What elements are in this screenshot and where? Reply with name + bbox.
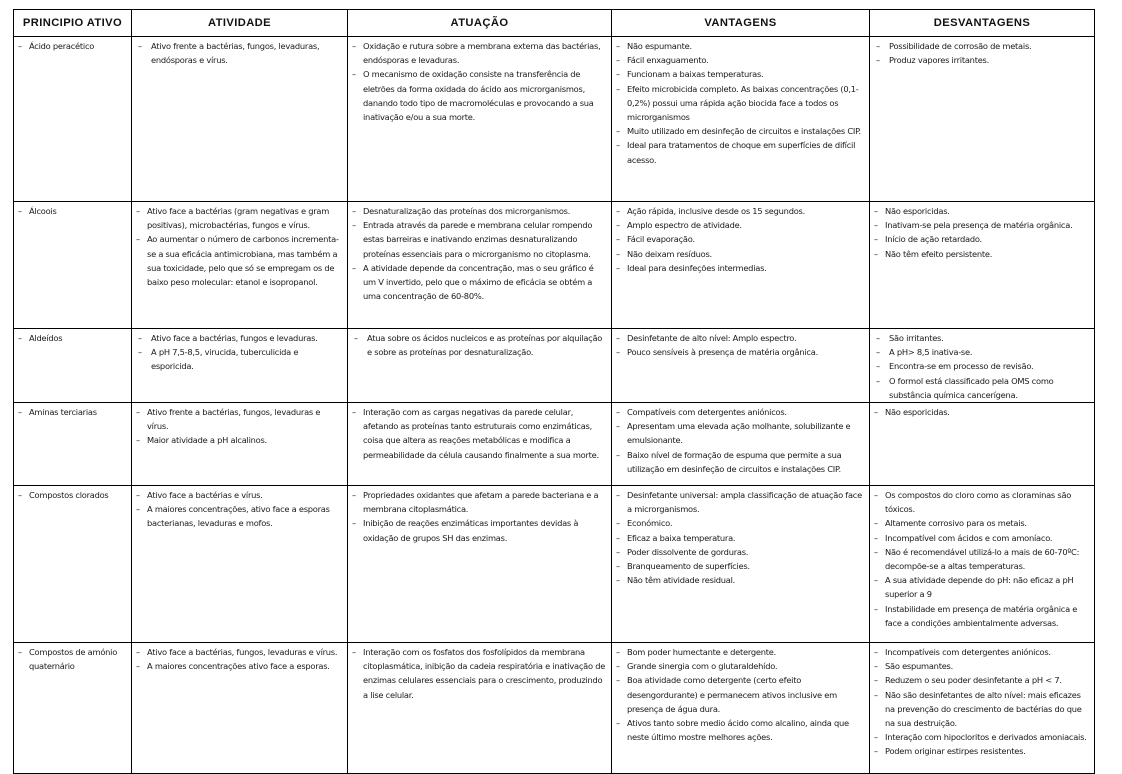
- list-item: – Álcoois: [14, 204, 127, 218]
- header-atuacao: ATUAÇÃO: [348, 10, 612, 37]
- cell-atividade: [132, 37, 348, 202]
- table-row: [14, 486, 1095, 643]
- cell-vantagens: [612, 37, 870, 202]
- list-item: – Ativos tanto sobre medio ácido como alcalino, ainda que neste último mostre melhores ações.: [612, 716, 865, 744]
- list-item: – Ao aumentar o número de carbonos incrementa-se a sua eficácia antimicrobiana, mas também a sua toxicidade, pelo que só se empregam os de baixo peso molecular: etanol e isopropanol.: [132, 232, 343, 289]
- header-row: [14, 10, 1095, 37]
- list-item: – Boa atividade como detergente (certo efeito desengordurante) e permanecem ativos inclusive em presença de água dura.: [612, 673, 865, 716]
- list-item: – São espumantes.: [870, 659, 1090, 673]
- list-item: – A maiores concentrações ativo face a esporas.: [132, 659, 343, 673]
- list-item: – Não são desinfetantes de alto nível: mais eficazes na prevenção do crescimento de bactérias do que na sua destruição.: [870, 688, 1090, 731]
- list-item: – Fácil enxaguamento.: [612, 53, 865, 67]
- table-row: [14, 202, 1095, 329]
- atuacao-list: [348, 202, 611, 303]
- table-body: [14, 37, 1095, 774]
- table-row: [14, 37, 1095, 202]
- list-item: – Desinfetante universal: ampla classificação de atuação face a microrganismos.: [612, 488, 865, 516]
- cell-atuacao: [348, 37, 612, 202]
- vantagens-list: [612, 202, 869, 275]
- list-item: – Muito utilizado em desinfeção de circuitos e instalações CIP.: [612, 124, 865, 138]
- list-item: – Não têm atividade residual.: [612, 573, 865, 587]
- list-item: – Funcionam a baixas temperaturas.: [612, 67, 865, 81]
- atuacao-list: [348, 403, 611, 462]
- table-row: [14, 329, 1095, 403]
- list-item: – Grande sinergia com o glutaraldehído.: [612, 659, 865, 673]
- list-item: – Reduzem o seu poder desinfetante a pH < 7.: [870, 673, 1090, 687]
- list-item: – O formol está classificado pela OMS como substância química cancerígena.: [870, 374, 1090, 402]
- list-item: – Desnaturalização das proteínas dos microrganismos.: [348, 204, 607, 218]
- list-item: – Fácil evaporação.: [612, 232, 865, 246]
- list-item: – Produz vapores irritantes.: [870, 53, 1090, 67]
- list-item: – Encontra-se em processo de revisão.: [870, 359, 1090, 373]
- cell-atividade: [132, 329, 348, 403]
- cell-vantagens: [612, 643, 870, 774]
- cell-principio-ativo: [14, 329, 132, 403]
- list-item: – Oxidação e rutura sobre a membrana externa das bactérias, endósporas e levaduras.: [348, 39, 607, 67]
- cell-vantagens: [612, 486, 870, 643]
- disinfectants-comparison-table: [13, 9, 1095, 774]
- desvantagens-list: [870, 202, 1094, 261]
- list-item: – Inativam-se pela presença de matéria orgânica.: [870, 218, 1090, 232]
- cell-atuacao: [348, 329, 612, 403]
- cell-desvantagens: [870, 643, 1095, 774]
- principio-list: [14, 643, 131, 673]
- list-item: – Não esporicidas.: [870, 405, 1090, 419]
- list-item: – Pouco sensíveis à presença de matéria orgânica.: [612, 345, 865, 359]
- cell-principio-ativo: [14, 403, 132, 486]
- list-item: – Efeito microbicida completo. As baixas concentrações (0,1-0,2%) possui uma rápida ação biocida face a todos os microrganismos: [612, 82, 865, 125]
- list-item: – Ativo face a bactérias e vírus.: [132, 488, 343, 502]
- cell-atuacao: [348, 643, 612, 774]
- vantagens-list: [612, 37, 869, 167]
- table-row: [14, 643, 1095, 774]
- vantagens-list: [612, 403, 869, 476]
- cell-principio-ativo: [14, 37, 132, 202]
- list-item: – A maiores concentrações, ativo face a esporas bacterianas, levaduras e mofos.: [132, 502, 343, 530]
- list-item: – Não espumante.: [612, 39, 865, 53]
- principio-list: [14, 329, 131, 345]
- atuacao-list: [348, 37, 611, 124]
- list-item: – Ação rápida, inclusive desde os 15 segundos.: [612, 204, 865, 218]
- cell-atividade: [132, 202, 348, 329]
- list-item: – A sua atividade depende do pH: não eficaz a pH superior a 9: [870, 573, 1090, 601]
- cell-desvantagens: [870, 329, 1095, 403]
- cell-desvantagens: [870, 202, 1095, 329]
- list-item: – Baixo nível de formação de espuma que permite a sua utilização em desinfeção de circuitos e instalações CIP.: [612, 448, 865, 476]
- header-vantagens: VANTAGENS: [612, 10, 870, 37]
- cell-atuacao: [348, 202, 612, 329]
- list-item: – Ativo frente a bactérias, fungos, levaduras e vírus.: [132, 405, 343, 433]
- vantagens-list: [612, 329, 869, 359]
- list-item: – Interação com os fosfatos dos fosfolípidos da membrana citoplasmática, inibição da cadeia respiratória e inativação de enzimas celulares essenciais para o crescimento, produzindo a lise celular.: [348, 645, 607, 702]
- table-row: [14, 403, 1095, 486]
- cell-atividade: [132, 486, 348, 643]
- list-item: – Incompatíveis com detergentes aniónicos.: [870, 645, 1090, 659]
- atividade-list: [132, 329, 347, 374]
- list-item: – Compostos clorados: [14, 488, 127, 502]
- header-desvantagens: DESVANTAGENS: [870, 10, 1095, 37]
- list-item: – Os compostos do cloro como as cloraminas são tóxicos.: [870, 488, 1090, 516]
- list-item: – Ativo frente a bactérias, fungos, levaduras, endósporas e vírus.: [132, 39, 343, 67]
- cell-desvantagens: [870, 37, 1095, 202]
- list-item: – São irritantes.: [870, 331, 1090, 345]
- cell-principio-ativo: [14, 643, 132, 774]
- desvantagens-list: [870, 643, 1094, 759]
- list-item: – Início de ação retardado.: [870, 232, 1090, 246]
- list-item: – Instabilidade em presença de matéria orgânica e face a condições ambientalmente adversas.: [870, 602, 1090, 630]
- list-item: – Compatíveis com detergentes aniónicos.: [612, 405, 865, 419]
- list-item: – Inibição de reações enzimáticas importantes devidas à oxidação de grupos SH das enzimas.: [348, 516, 607, 544]
- principio-list: [14, 403, 131, 419]
- list-item: – Não esporicidas.: [870, 204, 1090, 218]
- cell-desvantagens: [870, 403, 1095, 486]
- list-item: – Não têm efeito persistente.: [870, 247, 1090, 261]
- list-item: – Maior atividade a pH alcalinos.: [132, 433, 343, 447]
- desvantagens-list: [870, 486, 1094, 630]
- cell-vantagens: [612, 403, 870, 486]
- cell-atuacao: [348, 486, 612, 643]
- list-item: – Ativo face a bactérias, fungos, levaduras e vírus.: [132, 645, 343, 659]
- cell-atividade: [132, 643, 348, 774]
- desvantagens-list: [870, 37, 1094, 67]
- list-item: – Aldeídos: [14, 331, 127, 345]
- list-item: – Ativo face a bactérias (gram negativas e gram positivas), microbactérias, fungos e vírus.: [132, 204, 343, 232]
- atividade-list: [132, 643, 347, 673]
- principio-list: [14, 37, 131, 53]
- list-item: – Entrada através da parede e membrana celular rompendo estas barreiras e inativando enzimas desnaturalizando proteínas essenciais para o microrganismo no citoplasma.: [348, 218, 607, 261]
- list-item: – Interação com hipocloritos e derivados amoniacais.: [870, 730, 1090, 744]
- list-item: – Atua sobre os ácidos nucleicos e as proteínas por alquilação e sobre as proteínas por desnaturalização.: [348, 331, 607, 359]
- list-item: – A pH 7,5-8,5, virucida, tuberculicida e esporicida.: [132, 345, 343, 373]
- atuacao-list: [348, 486, 611, 545]
- list-item: – Ideal para tratamentos de choque em superfícies de difícil acesso.: [612, 138, 865, 166]
- atividade-list: [132, 486, 347, 531]
- list-item: – Bom poder humectante e detergente.: [612, 645, 865, 659]
- list-item: – Não é recomendável utilizá-lo a mais de 60-70ºC: decompõe-se a altas temperaturas.: [870, 545, 1090, 573]
- principio-list: [14, 202, 131, 218]
- atividade-list: [132, 37, 347, 67]
- list-item: – Altamente corrosivo para os metais.: [870, 516, 1090, 530]
- desvantagens-list: [870, 329, 1094, 402]
- list-item: – Amplo espectro de atividade.: [612, 218, 865, 232]
- atuacao-list: [348, 329, 611, 359]
- list-item: – Ideal para desinfeções intermedias.: [612, 261, 865, 275]
- list-item: – Poder dissolvente de gorduras.: [612, 545, 865, 559]
- list-item: – Eficaz a baixa temperatura.: [612, 531, 865, 545]
- list-item: – Compostos de amónio quaternário: [14, 645, 127, 673]
- atuacao-list: [348, 643, 611, 702]
- principio-list: [14, 486, 131, 502]
- list-item: – A pH> 8,5 inativa-se.: [870, 345, 1090, 359]
- list-item: – Podem originar estirpes resistentes.: [870, 744, 1090, 758]
- desvantagens-list: [870, 403, 1094, 419]
- list-item: – Propriedades oxidantes que afetam a parede bacteriana e a membrana citoplasmática.: [348, 488, 607, 516]
- list-item: – Possibilidade de corrosão de metais.: [870, 39, 1090, 53]
- list-item: – Apresentam uma elevada ação molhante, solubilizante e emulsionante.: [612, 419, 865, 447]
- cell-atuacao: [348, 403, 612, 486]
- vantagens-list: [612, 486, 869, 587]
- header-atividade: ATIVIDADE: [132, 10, 348, 37]
- cell-principio-ativo: [14, 202, 132, 329]
- cell-atividade: [132, 403, 348, 486]
- list-item: – Não deixam resíduos.: [612, 247, 865, 261]
- list-item: – Interação com as cargas negativas da parede celular, afetando as proteínas tanto estruturais como enzimáticas, coisa que altera as reações metabólicas e modifica a permeabilidade da célula causando finalmente a sua morte.: [348, 405, 607, 462]
- atividade-list: [132, 202, 347, 289]
- vantagens-list: [612, 643, 869, 744]
- cell-vantagens: [612, 329, 870, 403]
- cell-principio-ativo: [14, 486, 132, 643]
- list-item: – Ativo face a bactérias, fungos e levaduras.: [132, 331, 343, 345]
- list-item: – A atividade depende da concentração, mas o seu gráfico é um V invertido, pelo que o máximo de eficácia se obtém a uma concentração de 60-80%.: [348, 261, 607, 304]
- list-item: – Ácido peracético: [14, 39, 127, 53]
- list-item: – O mecanismo de oxidação consiste na transferência de eletrões da forma oxidada do ácido aos microrganismos, danando todo tipo de macromoléculas e provocando a sua inativação e/ou a sua morte.: [348, 67, 607, 124]
- cell-vantagens: [612, 202, 870, 329]
- list-item: – Incompatível com ácidos e com amoníaco.: [870, 531, 1090, 545]
- header-principio-ativo: PRINCIPIO ATIVO: [14, 10, 132, 37]
- list-item: – Económico.: [612, 516, 865, 530]
- atividade-list: [132, 403, 347, 448]
- list-item: – Desinfetante de alto nível: Amplo espectro.: [612, 331, 865, 345]
- list-item: – Aminas terciarias: [14, 405, 127, 419]
- list-item: – Branqueamento de superfícies.: [612, 559, 865, 573]
- cell-desvantagens: [870, 486, 1095, 643]
